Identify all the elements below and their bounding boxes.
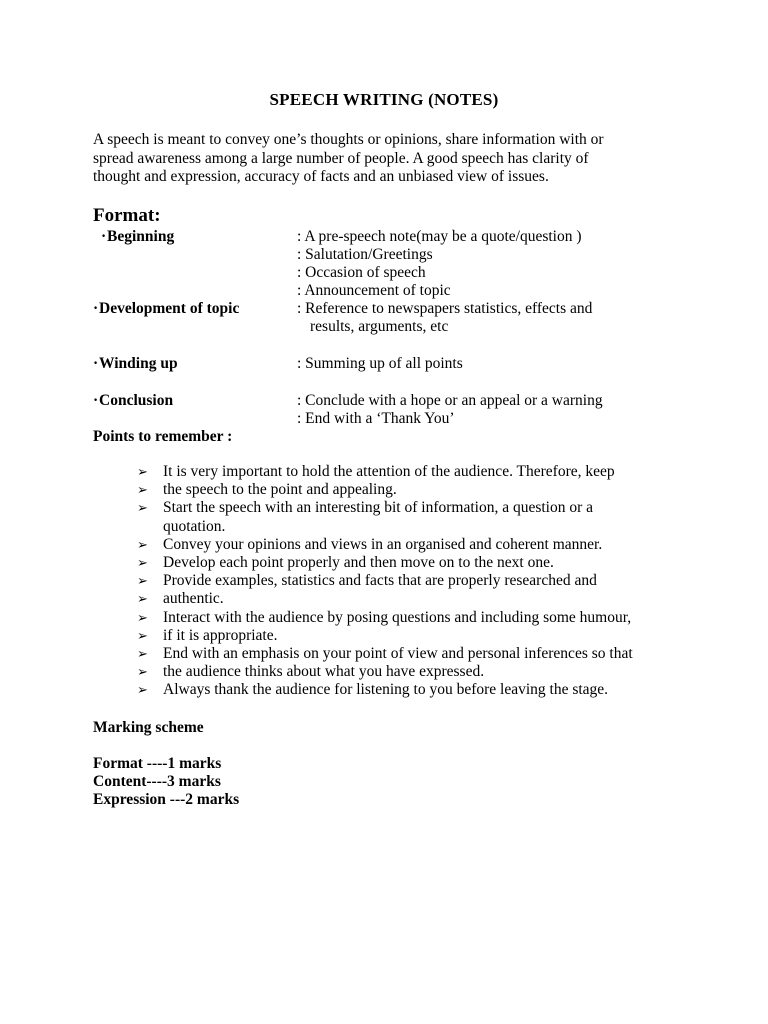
marking-heading: Marking scheme: [93, 719, 204, 736]
marking-line: Content----3 marks: [93, 773, 221, 790]
marking-line: Format ----1 marks: [93, 755, 222, 772]
arrow-bullet-icon: ➢: [137, 664, 148, 680]
format-detail: : Announcement of topic: [297, 282, 451, 299]
list-item-text: It is very important to hold the attention of the audience. Therefore, keep: [163, 463, 615, 480]
list-item-text: Start the speech with an interesting bit of information, a question or a: [163, 499, 594, 517]
marking-line: Expression ---2 marks: [93, 791, 240, 808]
bullet-dot-icon: ·: [93, 300, 99, 317]
format-label-text: Conclusion: [99, 392, 174, 409]
list-item-text: Develop each point properly and then move on to the next one.: [163, 553, 554, 571]
intro-line: A speech is meant to convey one’s thoughts or opinions, share information with or: [93, 131, 604, 148]
arrow-bullet-icon: ➢: [137, 464, 148, 479]
format-detail: : A pre-speech note(may be a quote/question ): [297, 228, 582, 245]
format-detail: : Conclude with a hope or an appeal or a warning: [297, 392, 603, 409]
list-item-text: Convey your opinions and views in an organised and coherent manner.: [163, 535, 603, 553]
arrow-bullet-icon: ➢: [137, 609, 148, 625]
bullet-dot-icon: ·: [93, 392, 99, 409]
format-detail: : End with a ‘Thank You’: [297, 410, 455, 427]
points-heading: Points to remember :: [93, 428, 233, 445]
list-item-text: Interact with the audience by posing questions and including some humour,: [163, 608, 632, 626]
format-label-conclusion: [93, 392, 173, 410]
arrow-bullet-icon: ➢: [137, 573, 148, 589]
format-label-development: [93, 300, 239, 318]
format-detail: : Occasion of speech: [297, 264, 426, 281]
arrow-bullet-icon: ➢: [137, 645, 148, 661]
list-item-text: the audience thinks about what you have expressed.: [163, 663, 485, 681]
list-item-text: quotation.: [163, 517, 226, 535]
bullet-dot-icon: ·: [101, 228, 107, 245]
intro-line: spread awareness among a large number of people. A good speech has clarity of: [93, 149, 589, 167]
arrow-bullet-icon: ➢: [137, 591, 148, 607]
list-item-text: End with an emphasis on your point of view and personal inferences so that: [163, 644, 633, 662]
format-label-beginning: [101, 228, 174, 246]
list-item-text: authentic.: [163, 590, 224, 608]
format-detail: results, arguments, etc: [310, 318, 449, 335]
list-item-text: Provide examples, statistics and facts that are properly researched and: [163, 572, 597, 590]
format-detail: : Summing up of all points: [297, 355, 463, 372]
intro-paragraph: [93, 131, 693, 187]
list-item-text: the speech to the point and appealing.: [163, 481, 397, 499]
list-item-text: if it is appropriate.: [163, 626, 278, 644]
arrow-bullet-icon: ➢: [137, 482, 148, 498]
list-item-text: Always thank the audience for listening to you before leaving the stage.: [163, 681, 609, 699]
arrow-bullet-icon: ➢: [137, 627, 148, 643]
format-label-text: Development of topic: [99, 300, 240, 317]
arrow-bullet-icon: ➢: [137, 554, 148, 570]
format-detail: : Reference to newspapers statistics, effects and: [297, 300, 593, 317]
arrow-bullet-icon: ➢: [137, 536, 148, 552]
format-label-winding: [93, 355, 178, 373]
format-label-text: Beginning: [107, 228, 175, 245]
arrow-bullet-icon: ➢: [137, 500, 148, 516]
arrow-bullet-icon: ➢: [137, 682, 148, 698]
page-title: SPEECH WRITING (NOTES): [269, 90, 499, 109]
bullet-dot-icon: ·: [93, 355, 99, 372]
format-detail: : Salutation/Greetings: [297, 246, 433, 263]
format-label-text: Winding up: [99, 355, 178, 372]
intro-line: thought and expression, accuracy of facts and an unbiased view of issues.: [93, 168, 549, 185]
format-heading: Format:: [93, 205, 161, 226]
